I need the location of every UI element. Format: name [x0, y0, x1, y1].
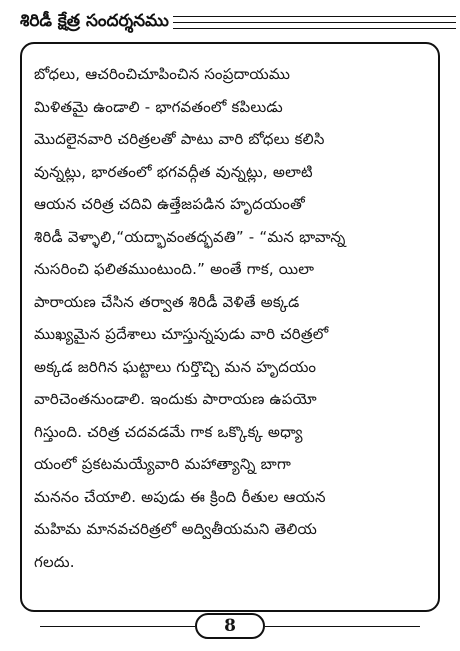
text-line: యంలో ప్రకటమయ్యేవారి మహాత్యాన్ని బాగా: [34, 455, 291, 473]
text-line: నుసరించి ఫలితముంటుంది.” అంతే గాక, యిలా: [34, 260, 315, 278]
text-line: బోధలు, ఆచరించిచూపించిన సంప్రదాయము: [34, 65, 291, 83]
text-line: వారిచెంతనుండాలి. ఇందుకు పారాయణ ఉపయో: [34, 390, 317, 408]
text-line: అక్కడ జరిగిన ఘట్టాలు గుర్తొచ్చి మన హృదయం: [34, 357, 317, 376]
page-number: 8: [195, 613, 265, 639]
text-line: మహిమ మానవచరిత్రలో అద్వితీయమని తెలియ: [34, 520, 318, 538]
text-line: శిరిడీ వెళ్ళాలి,“యద్భావంతద్భవతి” - “మన భావాన్న: [34, 227, 346, 246]
footer-rule-right: [265, 626, 420, 627]
text-line: గలదు.: [34, 552, 75, 571]
text-line: మననం చేయాలి. అపుడు ఈ క్రింది రీతుల ఆయన: [34, 487, 326, 506]
page-footer: [20, 612, 440, 642]
footer-rule-left: [40, 626, 195, 627]
header-rule: [170, 16, 456, 17]
running-header: [20, 6, 456, 40]
header-title: శిరిడీ క్షేత్ర సందర్శనము: [20, 10, 173, 32]
body-text: [34, 58, 430, 578]
text-line: వున్నట్లు, భారతంలో భగవద్గీత వున్నట్లు, అలాటి: [34, 162, 313, 181]
text-line: పారాయణ చేసిన తర్వాత శిరిడీ వెళితే అక్కడ: [34, 292, 300, 311]
text-line: ముఖ్యమైన ప్రదేశాలు చూస్తున్నపుడు వారి చరిత్రలో: [34, 325, 329, 343]
header-rule: [170, 22, 456, 23]
header-rule: [170, 28, 456, 29]
text-line: మొదలైనవారి చరిత్రలతో పాటు వారి బోధలు కలిసి: [34, 130, 325, 148]
text-line: గిస్తుంది. చరిత్ర చదవడమే గాక ఒక్కొక్క అధ్యా: [34, 422, 303, 441]
text-line: ఆయన చరిత్ర చదివి ఉత్తేజపడిన హృదయంతో: [34, 195, 305, 213]
text-line: మిళితమై ఉండాలి - భాగవతంలో కపిలుడు: [34, 97, 283, 116]
